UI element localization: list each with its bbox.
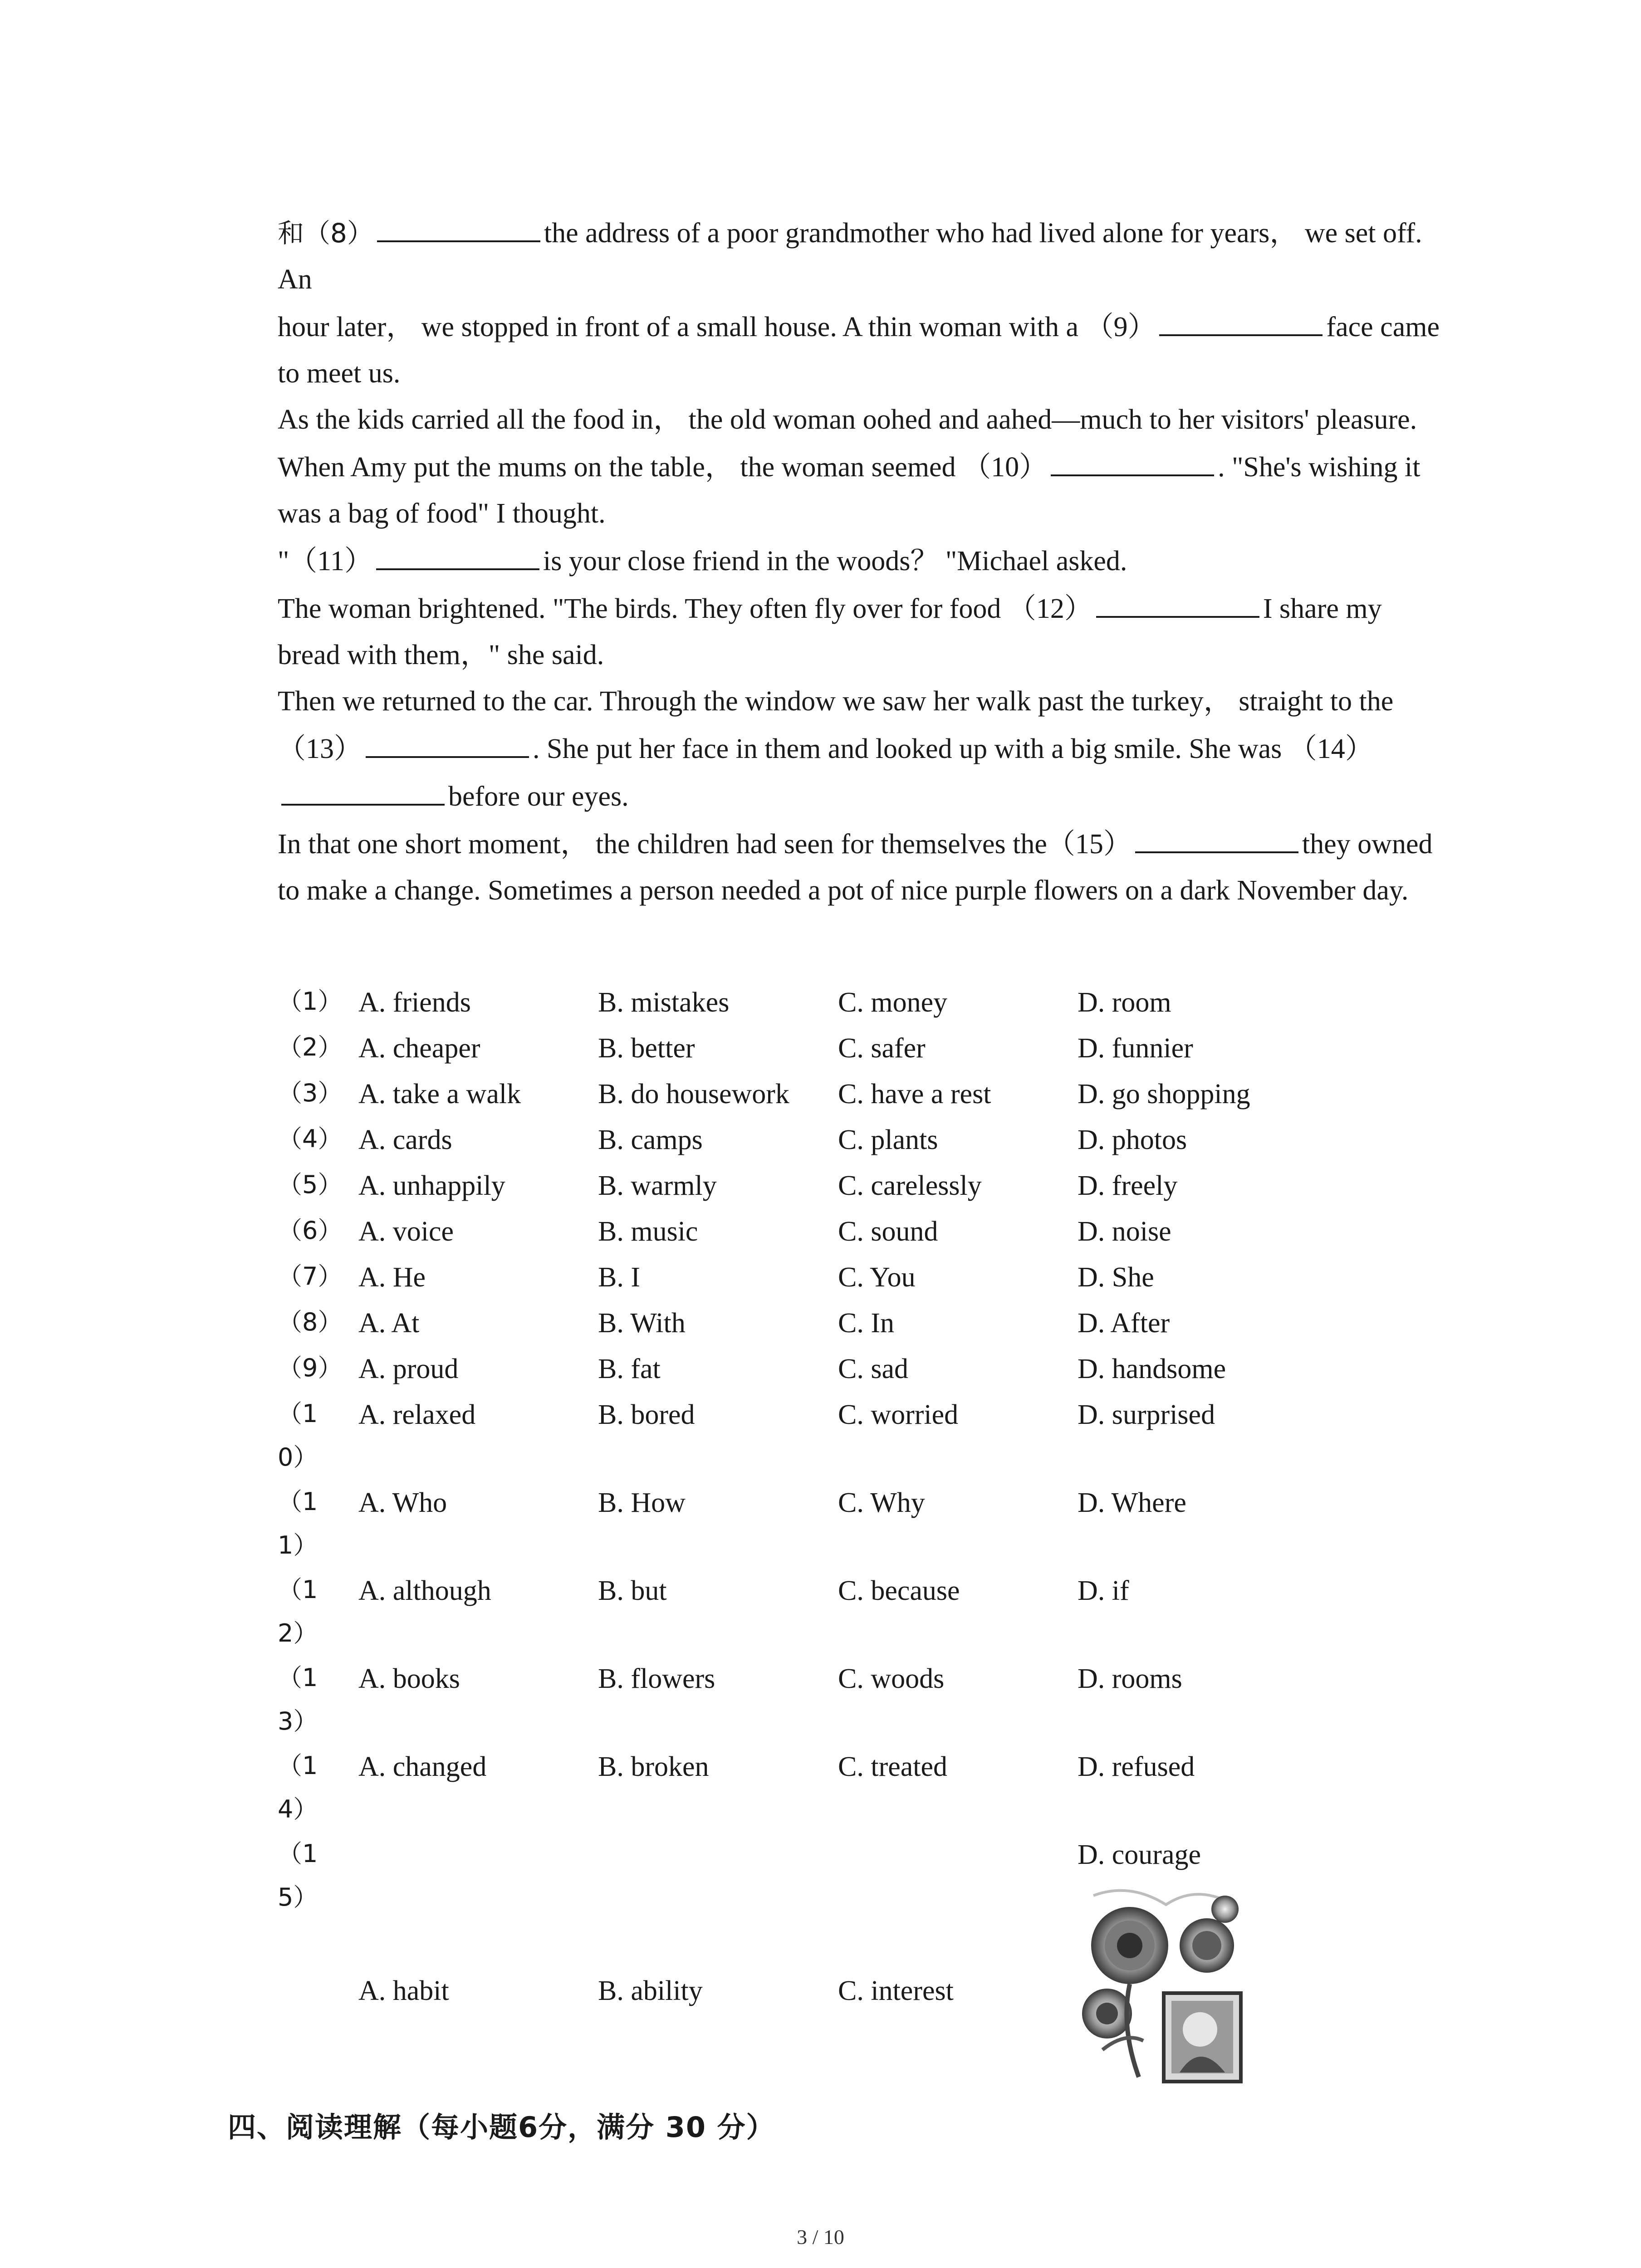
blank-14	[281, 772, 445, 806]
option-row	[278, 1656, 1276, 1744]
option-c: C. have a rest	[838, 1079, 991, 1110]
option-row	[278, 980, 1276, 1026]
blank-10	[1051, 443, 1214, 476]
option-row	[278, 1480, 1276, 1568]
option-c: C. worried	[838, 1399, 959, 1430]
option-row	[278, 1163, 1276, 1209]
option-a: A. take a walk	[358, 1079, 521, 1110]
option-b: B. warmly	[598, 1170, 717, 1201]
question-number: （6）	[278, 1216, 343, 1245]
passage-text: I share my bread with them，" she said.	[278, 593, 1382, 670]
option-c: C. carelessly	[838, 1170, 982, 1201]
option-b: B. music	[598, 1216, 698, 1247]
option-c: C. sound	[838, 1216, 938, 1247]
option-a: A. proud	[358, 1354, 459, 1384]
option-d: D. surprised	[1078, 1399, 1215, 1430]
question-number: （14）	[278, 1751, 318, 1823]
option-d: D. rooms	[1078, 1663, 1182, 1694]
question-number: （13）	[278, 1663, 318, 1735]
option-d: D. handsome	[1078, 1354, 1226, 1384]
option-a: A. habit	[358, 1975, 449, 2006]
question-number: （3）	[278, 1079, 343, 1107]
option-d: D. freely	[1078, 1170, 1178, 1201]
question-number: （15）	[278, 1839, 318, 1911]
passage-paragraph	[278, 678, 1448, 820]
option-row	[278, 1392, 1276, 1480]
option-d: D. After	[1078, 1308, 1170, 1339]
option-d: D. She	[1078, 1262, 1154, 1293]
flower-illustration	[1075, 1877, 1259, 2091]
passage-text: As the kids carried all the food in， the old woman oohed and aahed—much to her visitors' pleasure. When Amy put the mums on the table， the woman seemed （10）	[278, 404, 1417, 483]
option-c: C. In	[838, 1308, 894, 1339]
option-b: B. How	[598, 1487, 686, 1518]
option-d: D. Where	[1078, 1487, 1186, 1518]
option-b: B. I	[598, 1262, 640, 1293]
option-c: C. because	[838, 1575, 960, 1606]
passage-text: they owned to make a change. Sometimes a person needed a pot of nice purple flowers on a dark November day.	[278, 829, 1433, 906]
option-c: C. You	[838, 1262, 916, 1293]
page-number: 3 / 10	[797, 2225, 844, 2248]
passage-text: hour later， we stopped in front of a small house. A thin woman with a （9）	[278, 312, 1156, 342]
option-a: A. unhappily	[358, 1170, 505, 1201]
option-b: B. do housework	[598, 1079, 789, 1110]
option-b: B. mistakes	[598, 987, 730, 1018]
option-c: C. woods	[838, 1663, 945, 1694]
option-a: A. Who	[358, 1487, 447, 1518]
option-row	[278, 1209, 1276, 1255]
blank-13	[366, 724, 529, 758]
option-d: D. noise	[1078, 1216, 1171, 1247]
passage-paragraph	[278, 584, 1448, 678]
option-c: C. Why	[838, 1487, 925, 1518]
option-d: D. if	[1078, 1575, 1129, 1606]
option-a: A. friends	[358, 987, 471, 1018]
question-number: （7）	[278, 1262, 343, 1290]
blank-12	[1096, 584, 1259, 618]
question-number: （1）	[278, 987, 343, 1016]
option-row	[278, 1255, 1276, 1300]
option-row	[278, 1026, 1276, 1071]
option-row	[278, 1117, 1276, 1163]
option-b: B. camps	[598, 1124, 703, 1155]
option-d: D. room	[1078, 987, 1171, 1018]
blank-8	[377, 209, 540, 242]
option-a: A. At	[358, 1308, 420, 1339]
option-b: B. better	[598, 1033, 695, 1064]
blank-9	[1159, 303, 1323, 336]
option-a: A. He	[358, 1262, 426, 1293]
passage-text: Then we returned to the car. Through the window we saw her walk past the turkey， straight to the （13）	[278, 686, 1394, 764]
question-number: （9）	[278, 1354, 343, 1382]
option-a: A. relaxed	[358, 1399, 476, 1430]
answer-options	[278, 980, 1276, 2045]
passage-text: is your close friend in the woods？ "Michael asked.	[543, 546, 1127, 577]
passage-text: the address of a poor grandmother who had lived alone for years， we set off. An	[278, 218, 1422, 295]
option-row	[278, 1071, 1276, 1117]
passage-text: . "She's wishing it was a bag of food" I thought.	[278, 452, 1421, 529]
option-d: D. courage	[1078, 1839, 1201, 1870]
question-number: （2）	[278, 1033, 343, 1061]
option-b: B. With	[598, 1308, 686, 1339]
passage-text: "（11）	[278, 546, 373, 577]
question-number: （10）	[278, 1399, 318, 1471]
option-a: A. although	[358, 1575, 491, 1606]
option-row	[278, 1568, 1276, 1656]
option-d: D. go shopping	[1078, 1079, 1250, 1110]
option-b: B. ability	[598, 1975, 703, 2006]
passage-paragraph	[278, 396, 1448, 537]
passage-paragraph	[278, 209, 1448, 303]
passage-paragraph	[278, 537, 1448, 584]
option-d: D. photos	[1078, 1124, 1187, 1155]
option-a: A. voice	[358, 1216, 454, 1247]
option-row	[278, 1744, 1276, 1832]
section-heading: 四、阅读理解（每小题6分，满分 30 分）	[228, 2111, 775, 2144]
passage-paragraph	[278, 820, 1448, 914]
option-b: B. but	[598, 1575, 667, 1606]
cloze-passage	[278, 209, 1448, 914]
blank-15	[1135, 820, 1298, 853]
option-c: C. plants	[838, 1124, 938, 1155]
question-number: （5）	[278, 1170, 343, 1199]
option-row	[278, 1300, 1276, 1346]
option-c: C. sad	[838, 1354, 908, 1384]
option-c: C. money	[838, 987, 948, 1018]
option-c: C. interest	[838, 1975, 954, 2006]
passage-text: In that one short moment， the children had seen for themselves the（15）	[278, 829, 1132, 860]
blank-11	[376, 537, 539, 570]
question-number: （8）	[278, 1308, 343, 1336]
question-number: （4）	[278, 1124, 343, 1153]
option-a: A. cheaper	[358, 1033, 480, 1064]
passage-text: before our eyes.	[448, 781, 629, 812]
option-c: C. treated	[838, 1751, 948, 1782]
option-b: B. fat	[598, 1354, 661, 1384]
option-d: D. funnier	[1078, 1033, 1193, 1064]
passage-paragraph	[278, 303, 1448, 396]
option-c: C. safer	[838, 1033, 926, 1064]
question-number: （11）	[278, 1487, 318, 1559]
option-b: B. flowers	[598, 1663, 715, 1694]
passage-text: face came to meet us.	[278, 312, 1440, 389]
option-row	[278, 1832, 1276, 2045]
option-a: A. changed	[358, 1751, 487, 1782]
option-b: B. broken	[598, 1751, 709, 1782]
option-b: B. bored	[598, 1399, 695, 1430]
question-number: （12）	[278, 1575, 318, 1647]
option-a: A. books	[358, 1663, 460, 1694]
passage-text: 和（8）	[278, 218, 373, 249]
passage-text: . She put her face in them and looked up with a big smile. She was （14）	[533, 733, 1373, 764]
passage-text: The woman brightened. "The birds. They often fly over for food （12）	[278, 593, 1092, 624]
option-d: D. refused	[1078, 1751, 1195, 1782]
option-row	[278, 1346, 1276, 1392]
option-a: A. cards	[358, 1124, 452, 1155]
